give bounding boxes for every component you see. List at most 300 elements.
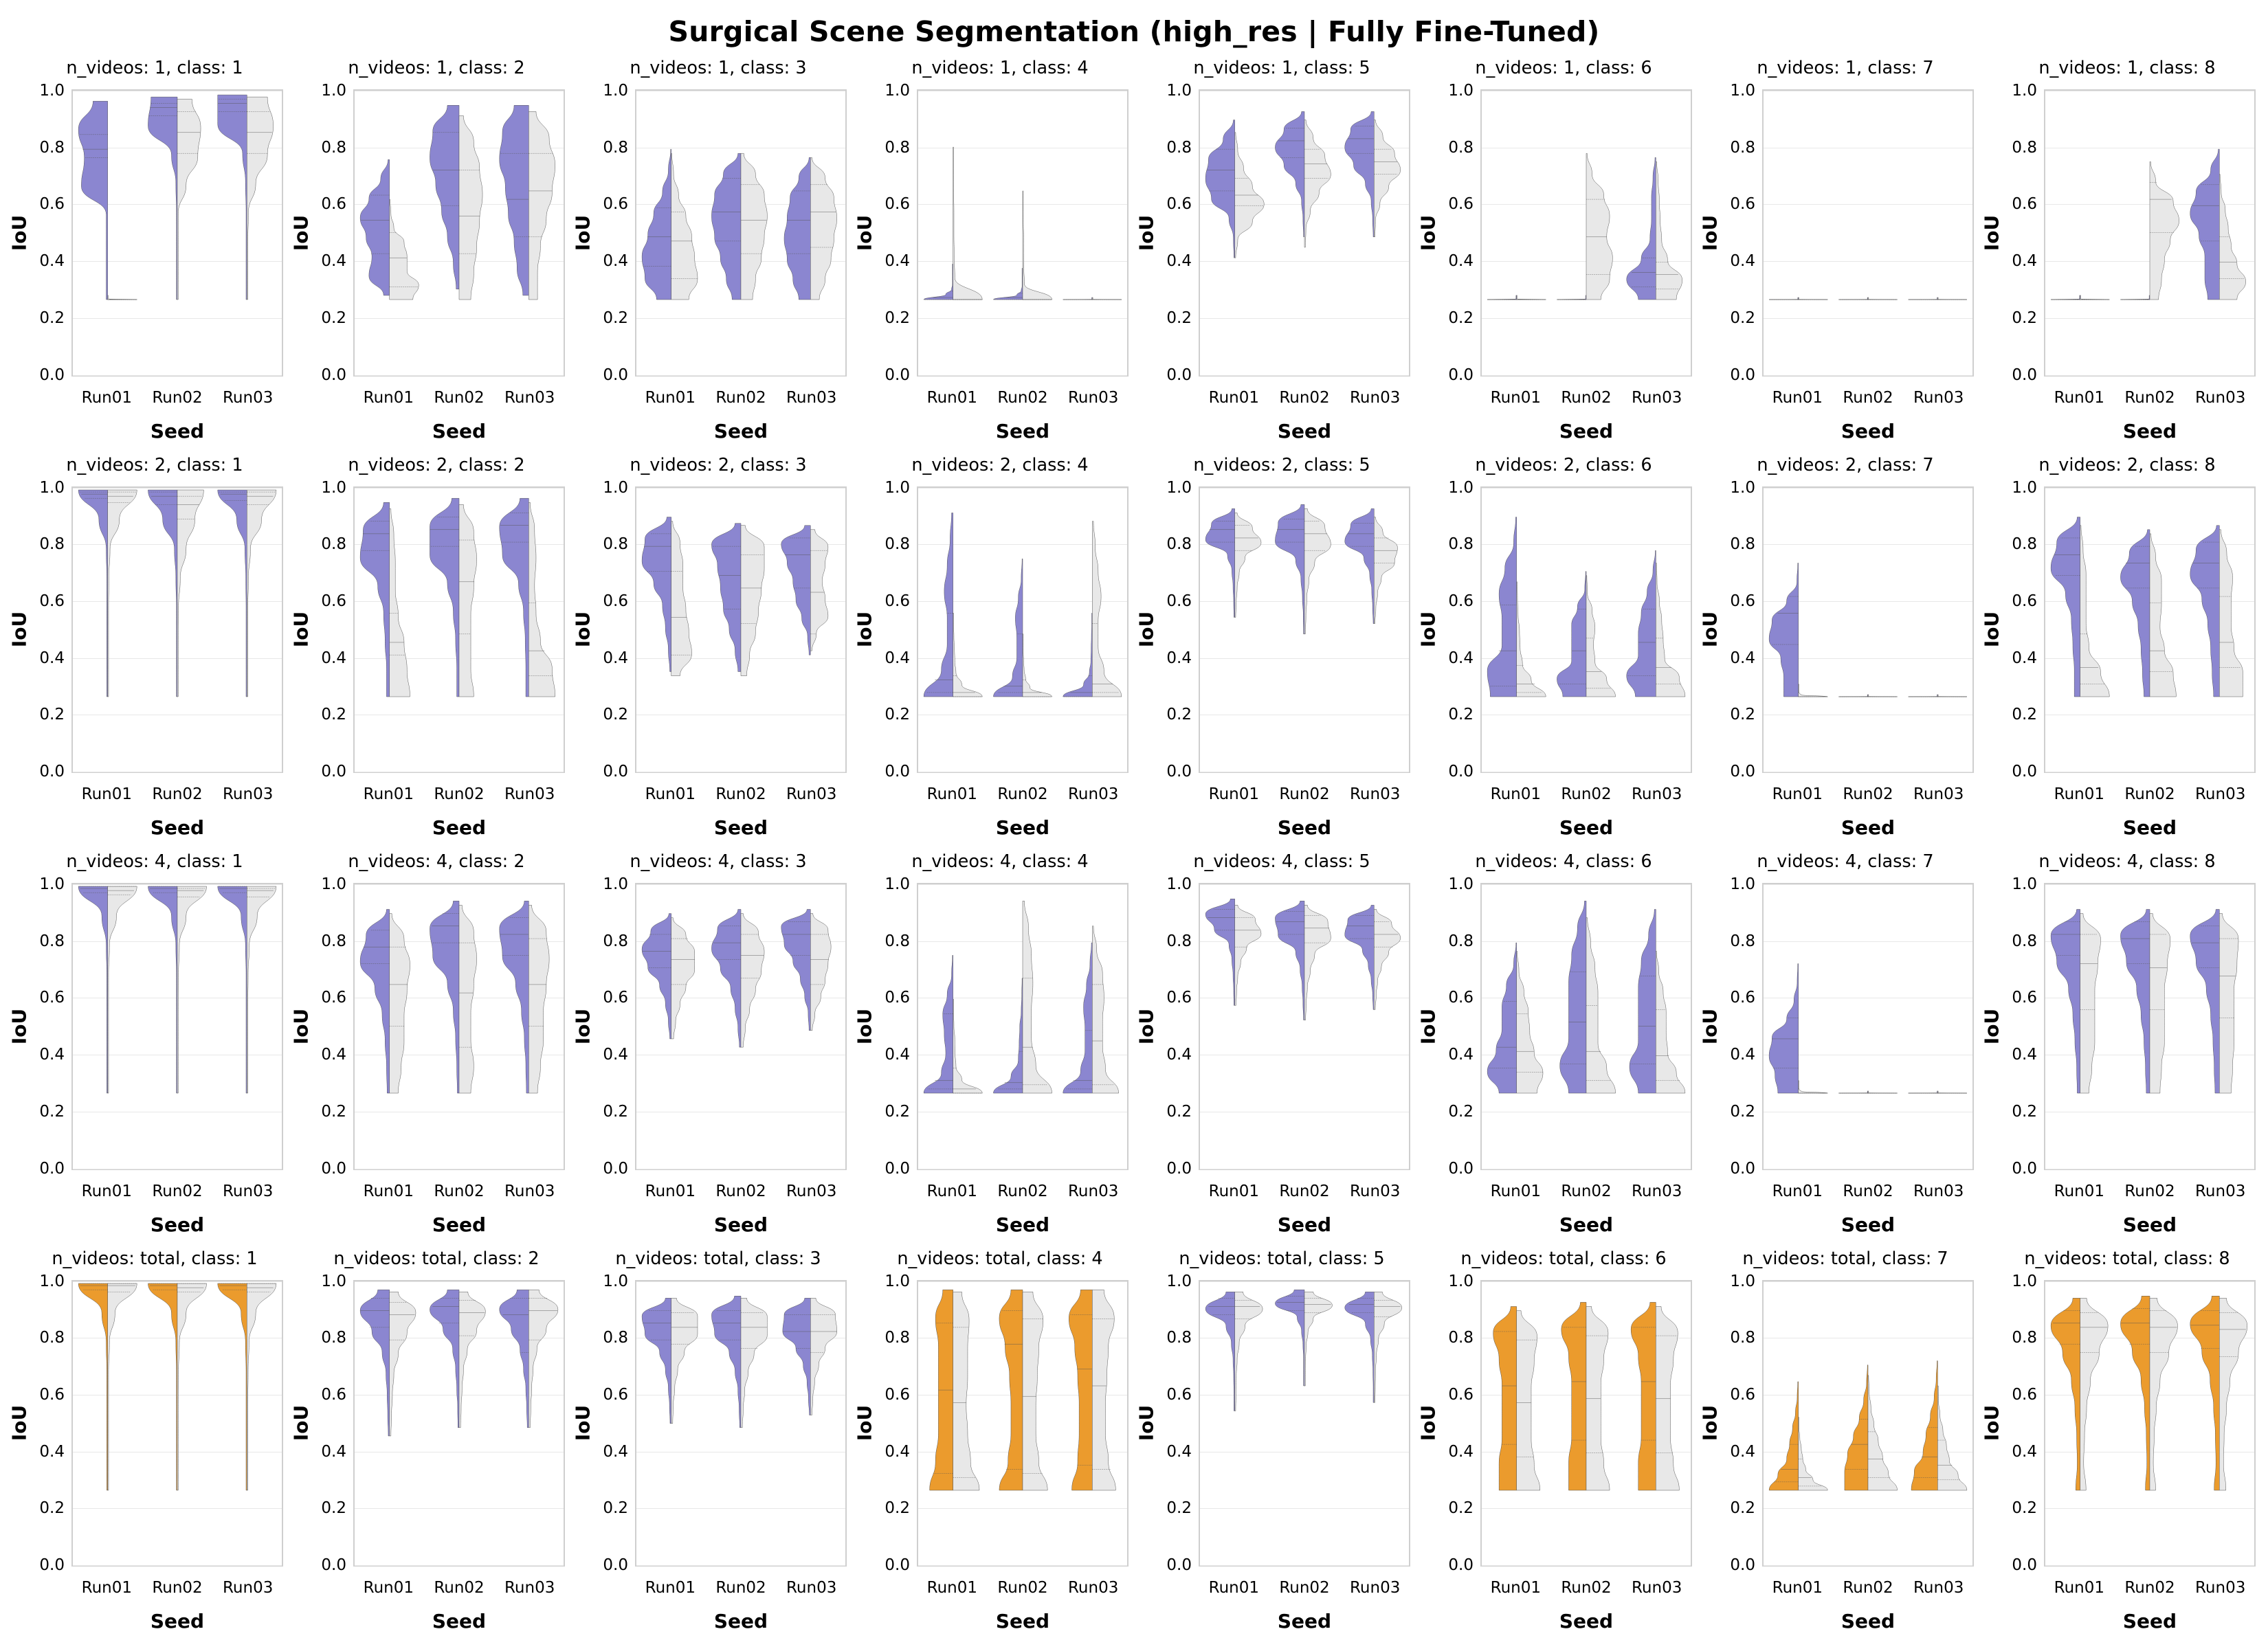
x-axis-label: Seed xyxy=(1841,1213,1895,1236)
y-tick-label: 1.0 xyxy=(321,1272,346,1290)
y-tick-label: 0.4 xyxy=(1730,1442,1755,1461)
violin-group xyxy=(355,488,564,697)
plot-area xyxy=(571,478,847,839)
axes-frame xyxy=(39,82,283,384)
y-tick-label: 1.0 xyxy=(1448,875,1474,893)
y-tick-label: 0.2 xyxy=(39,309,65,327)
y-axis-label: IoU xyxy=(1135,1008,1158,1044)
plot-area xyxy=(1416,82,1692,442)
panel-title: n_videos: total, class: 7 xyxy=(1742,1248,1948,1269)
y-tick-label: 0.2 xyxy=(1730,1499,1755,1518)
x-tick-label: Run03 xyxy=(1349,1182,1401,1200)
y-tick-label: 0.0 xyxy=(885,1556,910,1574)
violin-group xyxy=(1200,488,1409,697)
plot-area xyxy=(571,82,847,442)
y-tick-label: 0.6 xyxy=(885,1385,910,1404)
y-tick-label: 0.6 xyxy=(885,989,910,1007)
y-tick-label: 0.0 xyxy=(1166,763,1192,781)
y-axis-label: IoU xyxy=(8,612,31,648)
x-tick-label: Run02 xyxy=(434,388,485,407)
axes-frame xyxy=(1730,82,1974,384)
x-tick-label: Run03 xyxy=(1913,1579,1964,1597)
y-tick-label: 0.4 xyxy=(39,1046,65,1064)
y-tick-label: 0.6 xyxy=(1730,195,1755,214)
y-tick-label: 0.4 xyxy=(321,1046,346,1064)
y-tick-label: 0.6 xyxy=(603,989,628,1007)
x-axis-label: Seed xyxy=(1559,1213,1614,1236)
axes-frame xyxy=(2012,478,2256,781)
subplot-panel xyxy=(571,451,859,848)
x-axis-label: Seed xyxy=(432,816,487,839)
y-axis-label: IoU xyxy=(571,612,594,648)
violin-group xyxy=(73,488,282,697)
y-gridline xyxy=(355,1508,564,1509)
y-tick-label: 0.4 xyxy=(321,649,346,667)
y-axis-label: IoU xyxy=(1980,1008,2003,1044)
subplot-panel xyxy=(571,54,859,451)
panel-title: n_videos: 2, class: 7 xyxy=(1757,454,1934,475)
x-tick-label: Run03 xyxy=(786,388,837,407)
y-tick-label: 0.6 xyxy=(1166,1385,1192,1404)
x-axis-label: Seed xyxy=(1559,419,1614,442)
subplot-panel xyxy=(1698,1244,1986,1641)
x-tick-label: Run01 xyxy=(2054,785,2105,803)
y-tick-label: 1.0 xyxy=(1730,82,1755,100)
subplot-panel xyxy=(571,847,859,1244)
y-tick-label: 0.0 xyxy=(1448,763,1474,781)
panel-title: n_videos: 1, class: 1 xyxy=(66,58,243,78)
x-tick-label: Run01 xyxy=(1208,1182,1260,1200)
y-tick-label: 0.2 xyxy=(1730,1102,1755,1121)
x-tick-label: Run02 xyxy=(997,1579,1048,1597)
x-tick-label: Run01 xyxy=(645,1579,696,1597)
y-tick-label: 0.6 xyxy=(321,195,346,214)
plot-area xyxy=(1698,82,1974,442)
y-tick-label: 0.0 xyxy=(1448,366,1474,384)
y-tick-label: 0.2 xyxy=(603,309,628,327)
y-tick-label: 0.2 xyxy=(603,706,628,724)
x-tick-label: Run01 xyxy=(926,785,978,803)
axes-frame xyxy=(885,478,1129,781)
panel-title: n_videos: total, class: 3 xyxy=(615,1248,821,1269)
y-axis-label: IoU xyxy=(1135,1405,1158,1442)
violin-group xyxy=(73,91,282,300)
y-gridline xyxy=(2045,318,2254,319)
x-axis-label: Seed xyxy=(995,816,1050,839)
plot-area xyxy=(1980,875,2256,1236)
x-tick-label: Run01 xyxy=(1772,785,1823,803)
plot-area xyxy=(8,82,283,442)
x-tick-label: Run02 xyxy=(434,1579,485,1597)
y-tick-label: 0.4 xyxy=(603,1442,628,1461)
x-tick-label: Run01 xyxy=(363,1579,414,1597)
x-tick-label: Run02 xyxy=(2124,1182,2175,1200)
y-tick-label: 0.6 xyxy=(885,592,910,610)
subplot-panel xyxy=(8,847,296,1244)
y-tick-label: 1.0 xyxy=(603,82,628,100)
x-tick-label: Run01 xyxy=(926,388,978,407)
subplot-panel xyxy=(1698,451,1986,848)
x-tick-label: Run01 xyxy=(1772,388,1823,407)
y-tick-label: 0.8 xyxy=(603,1329,628,1347)
y-tick-label: 0.0 xyxy=(39,366,65,384)
y-tick-label: 0.6 xyxy=(321,1385,346,1404)
y-gridline xyxy=(355,1565,564,1566)
y-tick-label: 1.0 xyxy=(2012,82,2037,100)
panel-title: n_videos: 2, class: 8 xyxy=(2038,454,2216,475)
axes-frame xyxy=(1166,1272,1410,1574)
axes-frame xyxy=(603,1272,847,1574)
y-tick-label: 0.2 xyxy=(2012,1102,2037,1121)
violin-group xyxy=(2045,488,2254,697)
subplot-panel xyxy=(8,451,296,848)
y-gridline xyxy=(355,375,564,376)
y-tick-label: 0.2 xyxy=(1448,1102,1474,1121)
y-tick-label: 1.0 xyxy=(1166,875,1192,893)
x-tick-label: Run02 xyxy=(715,1182,766,1200)
y-tick-label: 0.0 xyxy=(603,1556,628,1574)
y-gridline xyxy=(73,1508,282,1509)
y-tick-label: 0.6 xyxy=(1166,195,1192,214)
y-gridline xyxy=(636,375,845,376)
y-tick-label: 1.0 xyxy=(1730,875,1755,893)
x-tick-label: Run02 xyxy=(2124,785,2175,803)
x-tick-label: Run02 xyxy=(997,785,1048,803)
y-tick-label: 0.4 xyxy=(1448,649,1474,667)
panel-title: n_videos: 4, class: 3 xyxy=(630,851,807,872)
plot-area xyxy=(1980,478,2256,839)
x-tick-label: Run01 xyxy=(81,388,133,407)
x-axis-label: Seed xyxy=(1277,1213,1332,1236)
violin-group xyxy=(636,488,845,697)
y-tick-label: 0.0 xyxy=(885,1159,910,1178)
x-tick-label: Run01 xyxy=(1772,1579,1823,1597)
y-axis-label: IoU xyxy=(853,1008,876,1044)
x-tick-label: Run03 xyxy=(504,785,555,803)
violin-group xyxy=(1200,1281,1409,1490)
panel-title: n_videos: total, class: 1 xyxy=(52,1248,258,1269)
y-tick-label: 0.8 xyxy=(885,932,910,950)
x-tick-label: Run02 xyxy=(152,1182,203,1200)
x-tick-label: Run01 xyxy=(1490,1182,1542,1200)
y-tick-label: 0.2 xyxy=(1730,706,1755,724)
y-axis-label: IoU xyxy=(1416,612,1440,648)
y-tick-label: 1.0 xyxy=(39,1272,65,1290)
axes-frame xyxy=(1448,82,1692,384)
plot-area xyxy=(8,1272,283,1633)
violin-group xyxy=(1764,91,1972,300)
axes-frame xyxy=(885,1272,1129,1574)
x-tick-label: Run03 xyxy=(1067,1182,1119,1200)
panel-title: n_videos: 1, class: 3 xyxy=(630,58,807,78)
x-axis-label: Seed xyxy=(1277,816,1332,839)
plot-area xyxy=(1698,1272,1974,1633)
x-tick-label: Run03 xyxy=(2194,1579,2246,1597)
violin-group xyxy=(918,91,1127,300)
plot-area xyxy=(571,875,847,1236)
panel-title: n_videos: 4, class: 5 xyxy=(1193,851,1370,872)
plot-area xyxy=(289,82,565,442)
y-tick-label: 0.4 xyxy=(1730,649,1755,667)
y-axis-label: IoU xyxy=(289,1008,313,1044)
y-tick-label: 0.8 xyxy=(885,1329,910,1347)
y-gridline xyxy=(1200,1565,1409,1566)
y-tick-label: 0.4 xyxy=(1166,1046,1192,1064)
x-tick-label: Run01 xyxy=(1490,785,1542,803)
y-tick-label: 0.0 xyxy=(1166,366,1192,384)
y-tick-label: 0.0 xyxy=(603,763,628,781)
figure-suptitle: Surgical Scene Segmentation (high_res | Fully Fine-Tuned) xyxy=(668,15,1600,48)
y-tick-label: 0.6 xyxy=(603,592,628,610)
x-axis-label: Seed xyxy=(2122,419,2177,442)
y-tick-label: 0.0 xyxy=(2012,1556,2037,1574)
x-tick-label: Run03 xyxy=(1067,785,1119,803)
y-tick-label: 0.2 xyxy=(2012,1499,2037,1518)
y-axis-label: IoU xyxy=(289,214,313,251)
x-tick-label: Run01 xyxy=(363,1182,414,1200)
y-gridline xyxy=(1482,1508,1691,1509)
y-tick-label: 0.6 xyxy=(39,1385,65,1404)
y-tick-label: 0.8 xyxy=(1448,932,1474,950)
y-tick-label: 1.0 xyxy=(885,82,910,100)
subplot-panel xyxy=(1416,451,1704,848)
y-tick-label: 0.8 xyxy=(885,138,910,157)
subplot-panel xyxy=(1698,54,1986,451)
y-axis-label: IoU xyxy=(1416,1405,1440,1442)
y-tick-label: 0.4 xyxy=(1730,1046,1755,1064)
y-tick-label: 0.0 xyxy=(321,366,346,384)
x-axis-label: Seed xyxy=(432,1610,487,1633)
x-axis-label: Seed xyxy=(2122,1213,2177,1236)
y-tick-label: 0.2 xyxy=(1730,309,1755,327)
x-tick-label: Run01 xyxy=(926,1182,978,1200)
axes-frame xyxy=(2012,82,2256,384)
y-tick-label: 1.0 xyxy=(2012,875,2037,893)
axes-frame xyxy=(39,875,283,1178)
plot-area xyxy=(1980,82,2256,442)
panel-title: n_videos: 2, class: 6 xyxy=(1475,454,1652,475)
y-gridline xyxy=(636,1565,845,1566)
subplot-panel xyxy=(853,451,1141,848)
subplot-grid xyxy=(8,54,2268,1641)
y-tick-label: 0.2 xyxy=(1448,309,1474,327)
axes-frame xyxy=(1730,875,1974,1178)
y-tick-label: 0.4 xyxy=(2012,252,2037,271)
x-tick-label: Run02 xyxy=(715,388,766,407)
y-tick-label: 0.6 xyxy=(2012,592,2037,610)
x-axis-label: Seed xyxy=(1841,419,1895,442)
panel-title: n_videos: 1, class: 6 xyxy=(1475,58,1652,78)
y-axis-label: IoU xyxy=(1698,1405,1722,1442)
axes-frame xyxy=(2012,1272,2256,1574)
y-axis-label: IoU xyxy=(1698,214,1722,251)
x-tick-label: Run02 xyxy=(1279,1579,1330,1597)
subplot-panel xyxy=(289,451,577,848)
y-tick-label: 0.2 xyxy=(321,309,346,327)
y-tick-label: 0.6 xyxy=(2012,1385,2037,1404)
y-tick-label: 0.2 xyxy=(1166,1499,1192,1518)
y-tick-label: 0.8 xyxy=(1730,932,1755,950)
subplot-panel xyxy=(571,1244,859,1641)
y-tick-label: 1.0 xyxy=(39,875,65,893)
y-gridline xyxy=(636,1508,845,1509)
y-tick-label: 0.4 xyxy=(1166,1442,1192,1461)
y-gridline xyxy=(1482,1565,1691,1566)
x-axis-label: Seed xyxy=(150,816,205,839)
y-tick-label: 0.4 xyxy=(2012,1442,2037,1461)
y-gridline xyxy=(73,318,282,319)
x-tick-label: Run01 xyxy=(363,388,414,407)
x-tick-label: Run01 xyxy=(1208,1579,1260,1597)
x-tick-label: Run03 xyxy=(1349,388,1401,407)
x-tick-label: Run01 xyxy=(2054,388,2105,407)
y-tick-label: 0.6 xyxy=(1448,989,1474,1007)
y-tick-label: 0.2 xyxy=(603,1102,628,1121)
panel-title: n_videos: 2, class: 1 xyxy=(66,454,243,475)
y-tick-label: 0.2 xyxy=(2012,706,2037,724)
x-tick-label: Run02 xyxy=(434,1182,485,1200)
axes-frame xyxy=(321,478,565,781)
panel-title: n_videos: 1, class: 5 xyxy=(1193,58,1370,78)
x-axis-label: Seed xyxy=(1559,816,1614,839)
y-axis-label: IoU xyxy=(571,214,594,251)
x-axis-label: Seed xyxy=(713,1610,768,1633)
y-tick-label: 0.6 xyxy=(321,592,346,610)
plot-area xyxy=(571,1272,847,1633)
plot-area xyxy=(1135,478,1410,839)
x-tick-label: Run01 xyxy=(81,1579,133,1597)
y-axis-label: IoU xyxy=(853,1405,876,1442)
y-tick-label: 0.0 xyxy=(1730,763,1755,781)
y-tick-label: 0.0 xyxy=(321,1159,346,1178)
x-tick-label: Run01 xyxy=(1208,388,1260,407)
x-axis-label: Seed xyxy=(995,419,1050,442)
x-axis-label: Seed xyxy=(150,1213,205,1236)
y-tick-label: 0.6 xyxy=(1448,195,1474,214)
subplot-panel xyxy=(1135,54,1423,451)
violin-group xyxy=(73,1281,282,1490)
y-tick-label: 0.8 xyxy=(321,932,346,950)
y-tick-label: 0.2 xyxy=(2012,309,2037,327)
y-tick-label: 0.4 xyxy=(2012,1046,2037,1064)
y-tick-label: 1.0 xyxy=(1730,1272,1755,1290)
x-axis-label: Seed xyxy=(150,1610,205,1633)
x-tick-label: Run02 xyxy=(1561,1579,1612,1597)
y-tick-label: 0.6 xyxy=(1730,592,1755,610)
x-tick-label: Run03 xyxy=(504,1182,555,1200)
y-axis-label: IoU xyxy=(571,1405,594,1442)
y-tick-label: 0.8 xyxy=(321,1329,346,1347)
y-tick-label: 0.6 xyxy=(39,989,65,1007)
subplot-panel xyxy=(8,1244,296,1641)
x-tick-label: Run02 xyxy=(434,785,485,803)
y-tick-label: 0.4 xyxy=(1730,252,1755,271)
y-tick-label: 0.6 xyxy=(39,592,65,610)
x-tick-label: Run02 xyxy=(152,785,203,803)
y-gridline xyxy=(2045,1508,2254,1509)
axes-frame xyxy=(1166,478,1410,781)
subplot-panel xyxy=(289,54,577,451)
panel-title: n_videos: 4, class: 6 xyxy=(1475,851,1652,872)
y-tick-label: 1.0 xyxy=(321,875,346,893)
subplot-panel xyxy=(1416,847,1704,1244)
x-tick-label: Run03 xyxy=(1631,785,1682,803)
x-tick-label: Run01 xyxy=(1772,1182,1823,1200)
violin-group xyxy=(1482,1281,1691,1490)
y-tick-label: 0.8 xyxy=(603,138,628,157)
y-tick-label: 1.0 xyxy=(1448,1272,1474,1290)
y-tick-label: 0.2 xyxy=(885,309,910,327)
x-tick-label: Run03 xyxy=(504,1579,555,1597)
y-tick-label: 0.2 xyxy=(321,1102,346,1121)
y-tick-label: 0.8 xyxy=(1730,535,1755,554)
x-tick-label: Run02 xyxy=(1843,1182,1893,1200)
plot-area xyxy=(1980,1272,2256,1633)
y-tick-label: 0.6 xyxy=(1730,1385,1755,1404)
x-tick-label: Run03 xyxy=(504,388,555,407)
subplot-panel xyxy=(1416,1244,1704,1641)
axes-frame xyxy=(1166,82,1410,384)
y-tick-label: 0.8 xyxy=(2012,1329,2037,1347)
x-axis-label: Seed xyxy=(995,1213,1050,1236)
y-tick-label: 0.8 xyxy=(1166,535,1192,554)
y-tick-label: 0.4 xyxy=(39,252,65,271)
plot-area xyxy=(8,478,283,839)
axes-frame xyxy=(39,478,283,781)
y-tick-label: 0.2 xyxy=(885,1102,910,1121)
axes-frame xyxy=(321,1272,565,1574)
y-tick-label: 0.6 xyxy=(603,195,628,214)
panel-title: n_videos: total, class: 2 xyxy=(333,1248,540,1269)
x-axis-label: Seed xyxy=(995,1610,1050,1633)
y-tick-label: 0.4 xyxy=(603,252,628,271)
x-tick-label: Run02 xyxy=(2124,388,2175,407)
y-tick-label: 0.6 xyxy=(885,195,910,214)
x-axis-label: Seed xyxy=(1841,816,1895,839)
plot-area xyxy=(8,875,283,1236)
y-tick-label: 0.8 xyxy=(1448,535,1474,554)
y-tick-label: 0.2 xyxy=(39,706,65,724)
y-tick-label: 0.4 xyxy=(885,1442,910,1461)
y-axis-label: IoU xyxy=(1135,612,1158,648)
panel-title: n_videos: 1, class: 8 xyxy=(2038,58,2216,78)
plot-area xyxy=(853,1272,1129,1633)
y-gridline xyxy=(1764,318,1972,319)
subplot-panel xyxy=(1980,451,2268,848)
x-tick-label: Run02 xyxy=(2124,1579,2175,1597)
x-tick-label: Run02 xyxy=(1279,388,1330,407)
violin-group xyxy=(1764,1281,1972,1490)
y-tick-label: 1.0 xyxy=(1166,478,1192,497)
x-tick-label: Run02 xyxy=(1843,1579,1893,1597)
violin-group xyxy=(1200,884,1409,1093)
plot-area xyxy=(1416,1272,1692,1633)
y-gridline xyxy=(355,318,564,319)
x-tick-label: Run02 xyxy=(997,388,1048,407)
y-tick-label: 1.0 xyxy=(603,478,628,497)
x-tick-label: Run02 xyxy=(1561,785,1612,803)
y-tick-label: 0.8 xyxy=(603,932,628,950)
plot-area xyxy=(853,82,1129,442)
x-tick-label: Run03 xyxy=(786,785,837,803)
x-tick-label: Run03 xyxy=(1913,388,1964,407)
y-gridline xyxy=(1200,318,1409,319)
y-tick-label: 0.4 xyxy=(39,649,65,667)
y-tick-label: 0.2 xyxy=(1166,706,1192,724)
panel-title: n_videos: 1, class: 4 xyxy=(911,58,1089,78)
x-tick-label: Run01 xyxy=(2054,1182,2105,1200)
y-axis-label: IoU xyxy=(853,612,876,648)
